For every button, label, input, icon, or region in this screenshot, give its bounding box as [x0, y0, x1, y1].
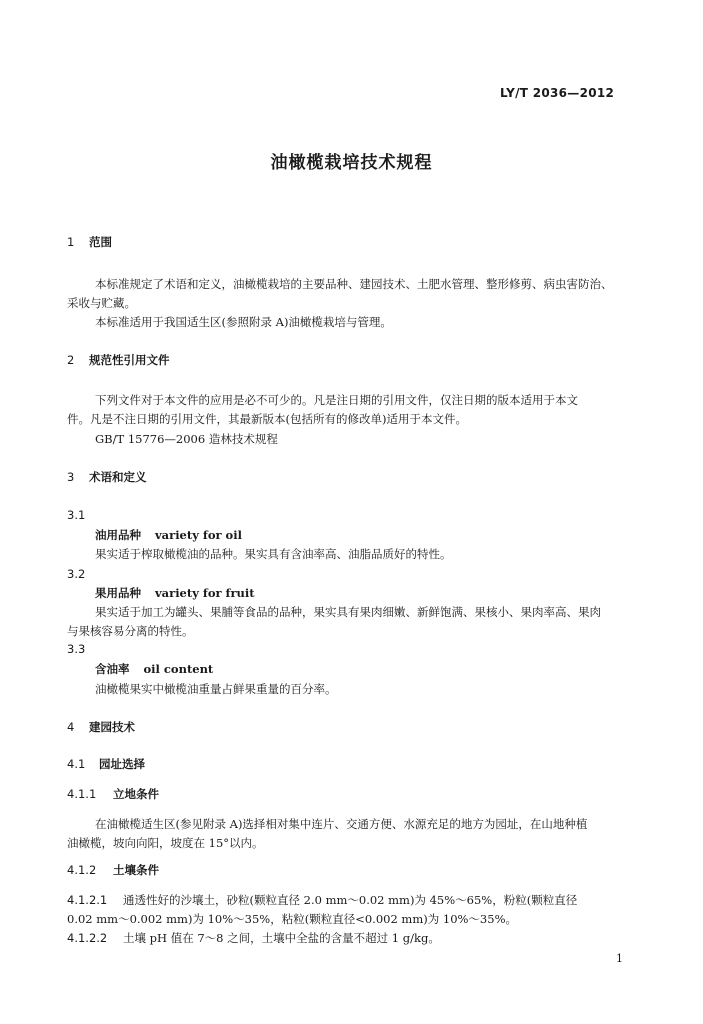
subsection-4-1-1-heading [67, 786, 159, 802]
term-definition: 与果核容易分离的特性。 [67, 624, 194, 638]
clause-number: 4.1.2.1 [67, 893, 108, 907]
paragraph-line: 下列文件对于本文件的应用是必不可少的。凡是注日期的引用文件，仅注日期的版本适用于本文 [95, 393, 578, 407]
term-heading [95, 661, 213, 677]
clause-line [67, 892, 577, 908]
term-definition: 油橄榄果实中橄榄油重量占鲜果重量的百分率。 [95, 682, 337, 696]
standard-number: LY/T 2036—2012 [500, 86, 615, 100]
term-heading [95, 527, 242, 543]
term-zh: 果用品种 [95, 586, 141, 600]
clause-text: 通透性好的沙壤土，砂粒(颗粒直径 2.0 mm～0.02 mm)为 45%～65%，粉粒(颗粒直径 [123, 893, 578, 907]
section-number: 2 [67, 353, 75, 367]
paragraph-line: 在油橄榄适生区(参见附录 A)选择相对集中连片、交通方便、水源充足的地方为园址，在山地种植 [95, 817, 588, 831]
paragraph-line: 采收与贮藏。 [67, 296, 136, 310]
section-title: 术语和定义 [89, 470, 147, 484]
term-definition: 果实适于加工为罐头、果脯等食品的品种，果实具有果肉细嫩、新鲜饱满、果核小、果肉率高、果肉 [95, 605, 601, 619]
section-4-heading [67, 719, 135, 735]
subsection-number: 4.1 [67, 757, 86, 771]
section-title: 建园技术 [89, 720, 135, 734]
section-title: 范围 [89, 235, 112, 249]
section-number: 1 [67, 235, 75, 249]
subsection-title: 土壤条件 [113, 863, 159, 877]
term-number: 3.3 [67, 642, 86, 656]
subsection-number: 4.1.1 [67, 787, 97, 801]
term-number: 3.1 [67, 508, 86, 522]
clause-line [67, 930, 440, 946]
section-1-heading [67, 234, 112, 250]
page-number: 1 [616, 952, 623, 965]
section-title: 规范性引用文件 [89, 353, 170, 367]
subsection-title: 园址选择 [99, 757, 145, 771]
section-number: 3 [67, 470, 75, 484]
paragraph-line: 油橄榄，坡向向阳，坡度在 15°以内。 [67, 836, 264, 850]
clause-text: 土壤 pH 值在 7～8 之间，土壤中全盐的含量不超过 1 g/kg。 [123, 931, 440, 945]
term-definition: 果实适于榨取橄榄油的品种。果实具有含油率高、油脂品质好的特性。 [95, 547, 452, 561]
subsection-title: 立地条件 [113, 787, 159, 801]
document-title: 油橄榄栽培技术规程 [270, 153, 433, 173]
clause-line: 0.02 mm～0.002 mm)为 10%～35%，粘粒(颗粒直径<0.002 mm)为 10%～35%。 [67, 912, 517, 926]
subsection-4-1-2-heading [67, 862, 159, 878]
term-number: 3.2 [67, 567, 86, 581]
term-heading [95, 585, 255, 601]
term-en: variety for fruit [155, 586, 255, 600]
paragraph-line: 本标准适用于我国适生区(参照附录 A)油橄榄栽培与管理。 [95, 315, 392, 329]
section-number: 4 [67, 720, 75, 734]
term-zh: 油用品种 [95, 528, 141, 542]
subsection-number: 4.1.2 [67, 863, 97, 877]
section-3-heading [67, 469, 147, 485]
section-2-heading [67, 352, 170, 368]
paragraph-line: 本标准规定了术语和定义，油橄榄栽培的主要品种、建园技术、土肥水管理、整形修剪、病虫害防治、 [95, 277, 613, 291]
term-zh: 含油率 [95, 662, 130, 676]
paragraph-line: 件。凡是不注日期的引用文件，其最新版本(包括所有的修改单)适用于本文件。 [67, 412, 467, 426]
term-en: variety for oil [155, 528, 242, 542]
subsection-4-1-heading [67, 756, 145, 772]
term-en: oil content [143, 662, 214, 676]
clause-number: 4.1.2.2 [67, 931, 108, 945]
normative-reference: GB/T 15776—2006 造林技术规程 [95, 432, 278, 446]
